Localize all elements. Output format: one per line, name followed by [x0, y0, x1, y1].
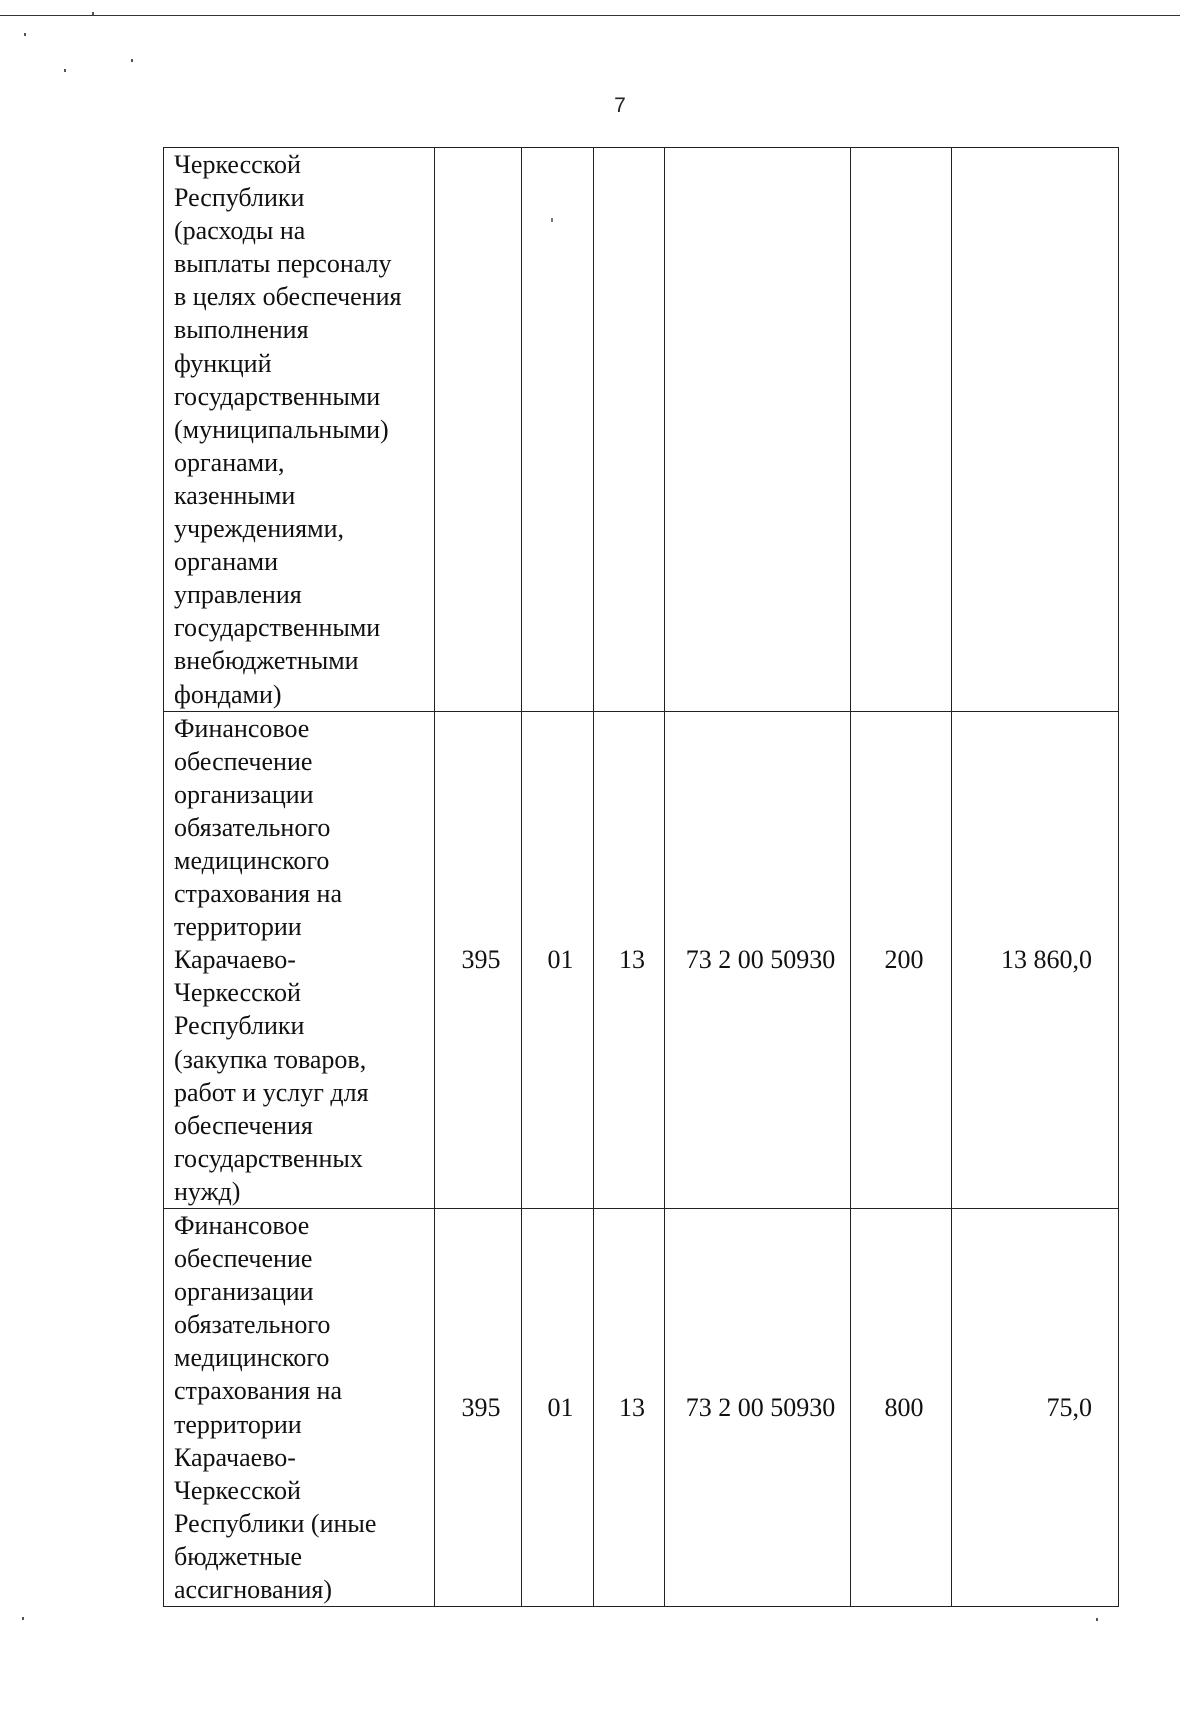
- scan-speck: [131, 59, 133, 62]
- description-line: обеспечения: [174, 1110, 313, 1140]
- description-cell: [164, 1209, 435, 1607]
- section-code-cell: 01: [522, 711, 594, 1208]
- scan-speck: [1096, 1618, 1098, 1621]
- description-line: территории: [174, 1409, 302, 1439]
- subsection-code-cell: 13: [594, 1209, 665, 1607]
- description-line: Черкесской: [174, 1475, 301, 1505]
- ministry-code-cell: 395: [435, 711, 522, 1208]
- scan-speck: [22, 1617, 24, 1620]
- amount-cell: 13 860,0: [952, 711, 1119, 1208]
- description-line: бюджетные: [174, 1541, 303, 1571]
- table-row: [164, 148, 1119, 712]
- description-line: территории: [174, 912, 302, 942]
- description-line: страхования на: [174, 1376, 342, 1406]
- description-cell: [164, 148, 435, 712]
- expense-type-cell: [851, 148, 952, 712]
- description-line: (расходы на: [174, 216, 306, 246]
- description-line: нужд): [174, 1176, 241, 1206]
- scan-speck: [24, 33, 26, 36]
- description-cell: [164, 711, 435, 1208]
- description-line: ассигнования): [174, 1575, 333, 1605]
- expense-type-cell: 800: [851, 1209, 952, 1607]
- description-line: организации: [174, 779, 314, 809]
- amount-cell: 75,0: [952, 1209, 1119, 1607]
- description-line: Карачаево-: [174, 945, 296, 975]
- description-line: Черкесской: [174, 150, 301, 179]
- description-line: государственных: [174, 1143, 363, 1173]
- description-line: функций: [174, 348, 272, 378]
- table-row: [164, 1209, 1119, 1607]
- scan-top-rule: [0, 15, 1180, 16]
- scan-speck: [64, 69, 66, 72]
- description-line: обязательного: [174, 1310, 331, 1340]
- description-line: медицинского: [174, 845, 330, 875]
- target-article-cell: [665, 148, 851, 712]
- expense-type-cell: 200: [851, 711, 952, 1208]
- description-line: Республики: [174, 1011, 305, 1041]
- description-line: страхования на: [174, 879, 342, 909]
- table-body: [164, 148, 1119, 1607]
- description-line: казенными: [174, 480, 296, 510]
- description-line: обеспечение: [174, 746, 313, 776]
- description-line: Финансовое: [174, 1211, 310, 1240]
- description-line: выплаты персоналу: [174, 249, 392, 279]
- section-code-cell: [522, 148, 594, 712]
- description-line: фондами): [174, 679, 282, 709]
- description-line: работ и услуг для: [174, 1077, 369, 1107]
- ministry-code-cell: 395: [435, 1209, 522, 1607]
- description-line: Карачаево-: [174, 1442, 296, 1472]
- scan-speck: [92, 12, 94, 15]
- subsection-code-cell: [594, 148, 665, 712]
- ministry-code-cell: [435, 148, 522, 712]
- description-line: внебюджетными: [174, 646, 359, 676]
- description-line: обеспечение: [174, 1244, 313, 1274]
- description-line: обязательного: [174, 812, 331, 842]
- table-row: [164, 711, 1119, 1208]
- page-number: 7: [614, 94, 626, 117]
- description-line: выполнения: [174, 315, 309, 345]
- description-line: государственными: [174, 381, 381, 411]
- description-line: Республики: [174, 183, 305, 213]
- description-line: управления: [174, 580, 302, 610]
- description-line: Черкесской: [174, 978, 301, 1008]
- target-article-cell: 73 2 00 50930: [665, 711, 851, 1208]
- description-line: Финансовое: [174, 713, 310, 743]
- description-line: органами: [174, 547, 279, 577]
- description-line: (закупка товаров,: [174, 1044, 367, 1074]
- description-line: медицинского: [174, 1343, 330, 1373]
- description-line: органами,: [174, 447, 285, 477]
- section-code-cell: 01: [522, 1209, 594, 1607]
- description-line: в целях обеспечения: [174, 282, 402, 312]
- description-line: организации: [174, 1277, 314, 1307]
- target-article-cell: 73 2 00 50930: [665, 1209, 851, 1607]
- description-line: государственными: [174, 613, 381, 643]
- budget-table: [163, 147, 1119, 1607]
- description-line: учреждениями,: [174, 514, 345, 544]
- description-line: (муниципальными): [174, 414, 389, 444]
- amount-cell: [952, 148, 1119, 712]
- subsection-code-cell: 13: [594, 711, 665, 1208]
- description-line: Республики (иные: [174, 1508, 377, 1538]
